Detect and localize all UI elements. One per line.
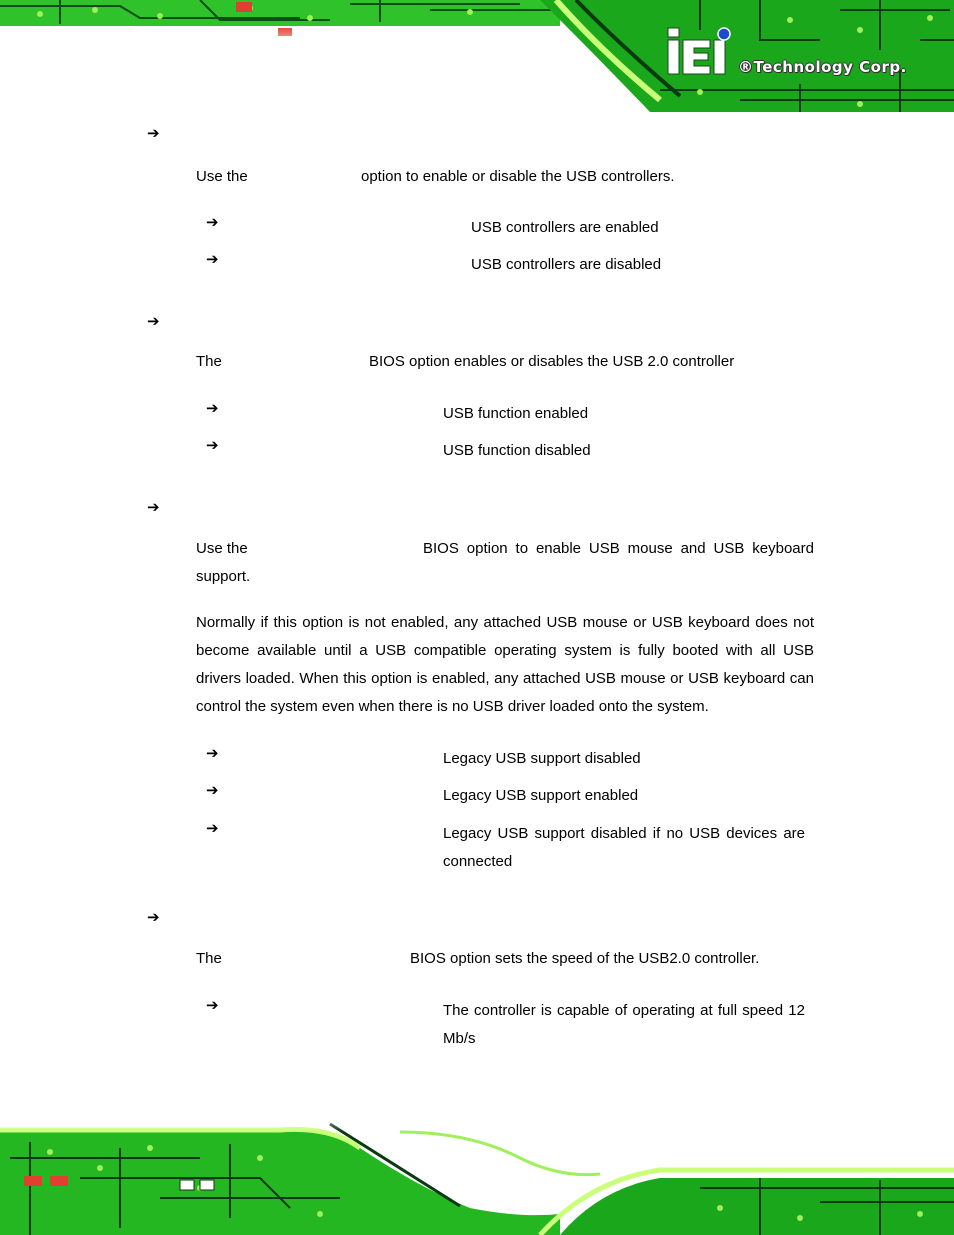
body-paragraph: Normally if this option is not enabled, any attached USB mouse or USB keyboard does not become available until a USB compatible operating system is fully booted with all USB drivers loaded. When this option is enabled, any attached USB mouse or USB keyboard can control the system even when there is no USB driver loaded onto the system. [196, 614, 814, 715]
page-header [0, 0, 954, 112]
option-description: Legacy USB support enabled [443, 787, 639, 804]
option-description: USB function enabled [443, 405, 589, 422]
section-arrow-icon: ➔ [147, 312, 160, 330]
option-description: USB function disabled [443, 442, 591, 459]
section-arrow-icon: ➔ [147, 908, 160, 926]
intro-text-right: BIOS option to enable USB mouse and USB keyboard [423, 540, 814, 557]
pcb-footer-graphic [0, 1118, 954, 1235]
intro-text-left: Use the [196, 168, 248, 185]
option-arrow-icon: ➔ [206, 436, 219, 454]
option-description: USB controllers are disabled [471, 256, 662, 273]
option-description: USB controllers are enabled [471, 219, 659, 236]
option-arrow-icon: ➔ [206, 781, 219, 799]
section-arrow-icon: ➔ [147, 498, 160, 516]
intro-text-left: The [196, 353, 222, 370]
intro-text-right: option to enable or disable the USB controllers. [361, 168, 675, 185]
iei-logo-graphic [666, 26, 736, 76]
option-arrow-icon: ➔ [206, 744, 219, 762]
intro-text-continued: support. [196, 568, 251, 585]
page-footer [0, 1118, 954, 1235]
option-arrow-icon: ➔ [206, 996, 219, 1014]
intro-text-left: The [196, 950, 222, 967]
option-arrow-icon: ➔ [206, 819, 219, 837]
option-arrow-icon: ➔ [206, 399, 219, 417]
intro-text-right: BIOS option sets the speed of the USB2.0 controller. [410, 950, 760, 967]
option-description: Legacy USB support disabled [443, 750, 641, 767]
option-description: Legacy USB support disabled if no USB devices are connected [443, 825, 805, 870]
pcb-header-graphic [0, 0, 954, 112]
option-description: The controller is capable of operating at full speed 12 Mb/s [443, 1002, 805, 1047]
corp-name: ®Technology Corp. [738, 58, 907, 76]
intro-text-right: BIOS option enables or disables the USB 2.0 controller [369, 353, 735, 370]
section-arrow-icon: ➔ [147, 124, 160, 142]
option-arrow-icon: ➔ [206, 250, 219, 268]
option-arrow-icon: ➔ [206, 213, 219, 231]
intro-text-left: Use the [196, 540, 248, 557]
iei-logo [666, 26, 736, 76]
